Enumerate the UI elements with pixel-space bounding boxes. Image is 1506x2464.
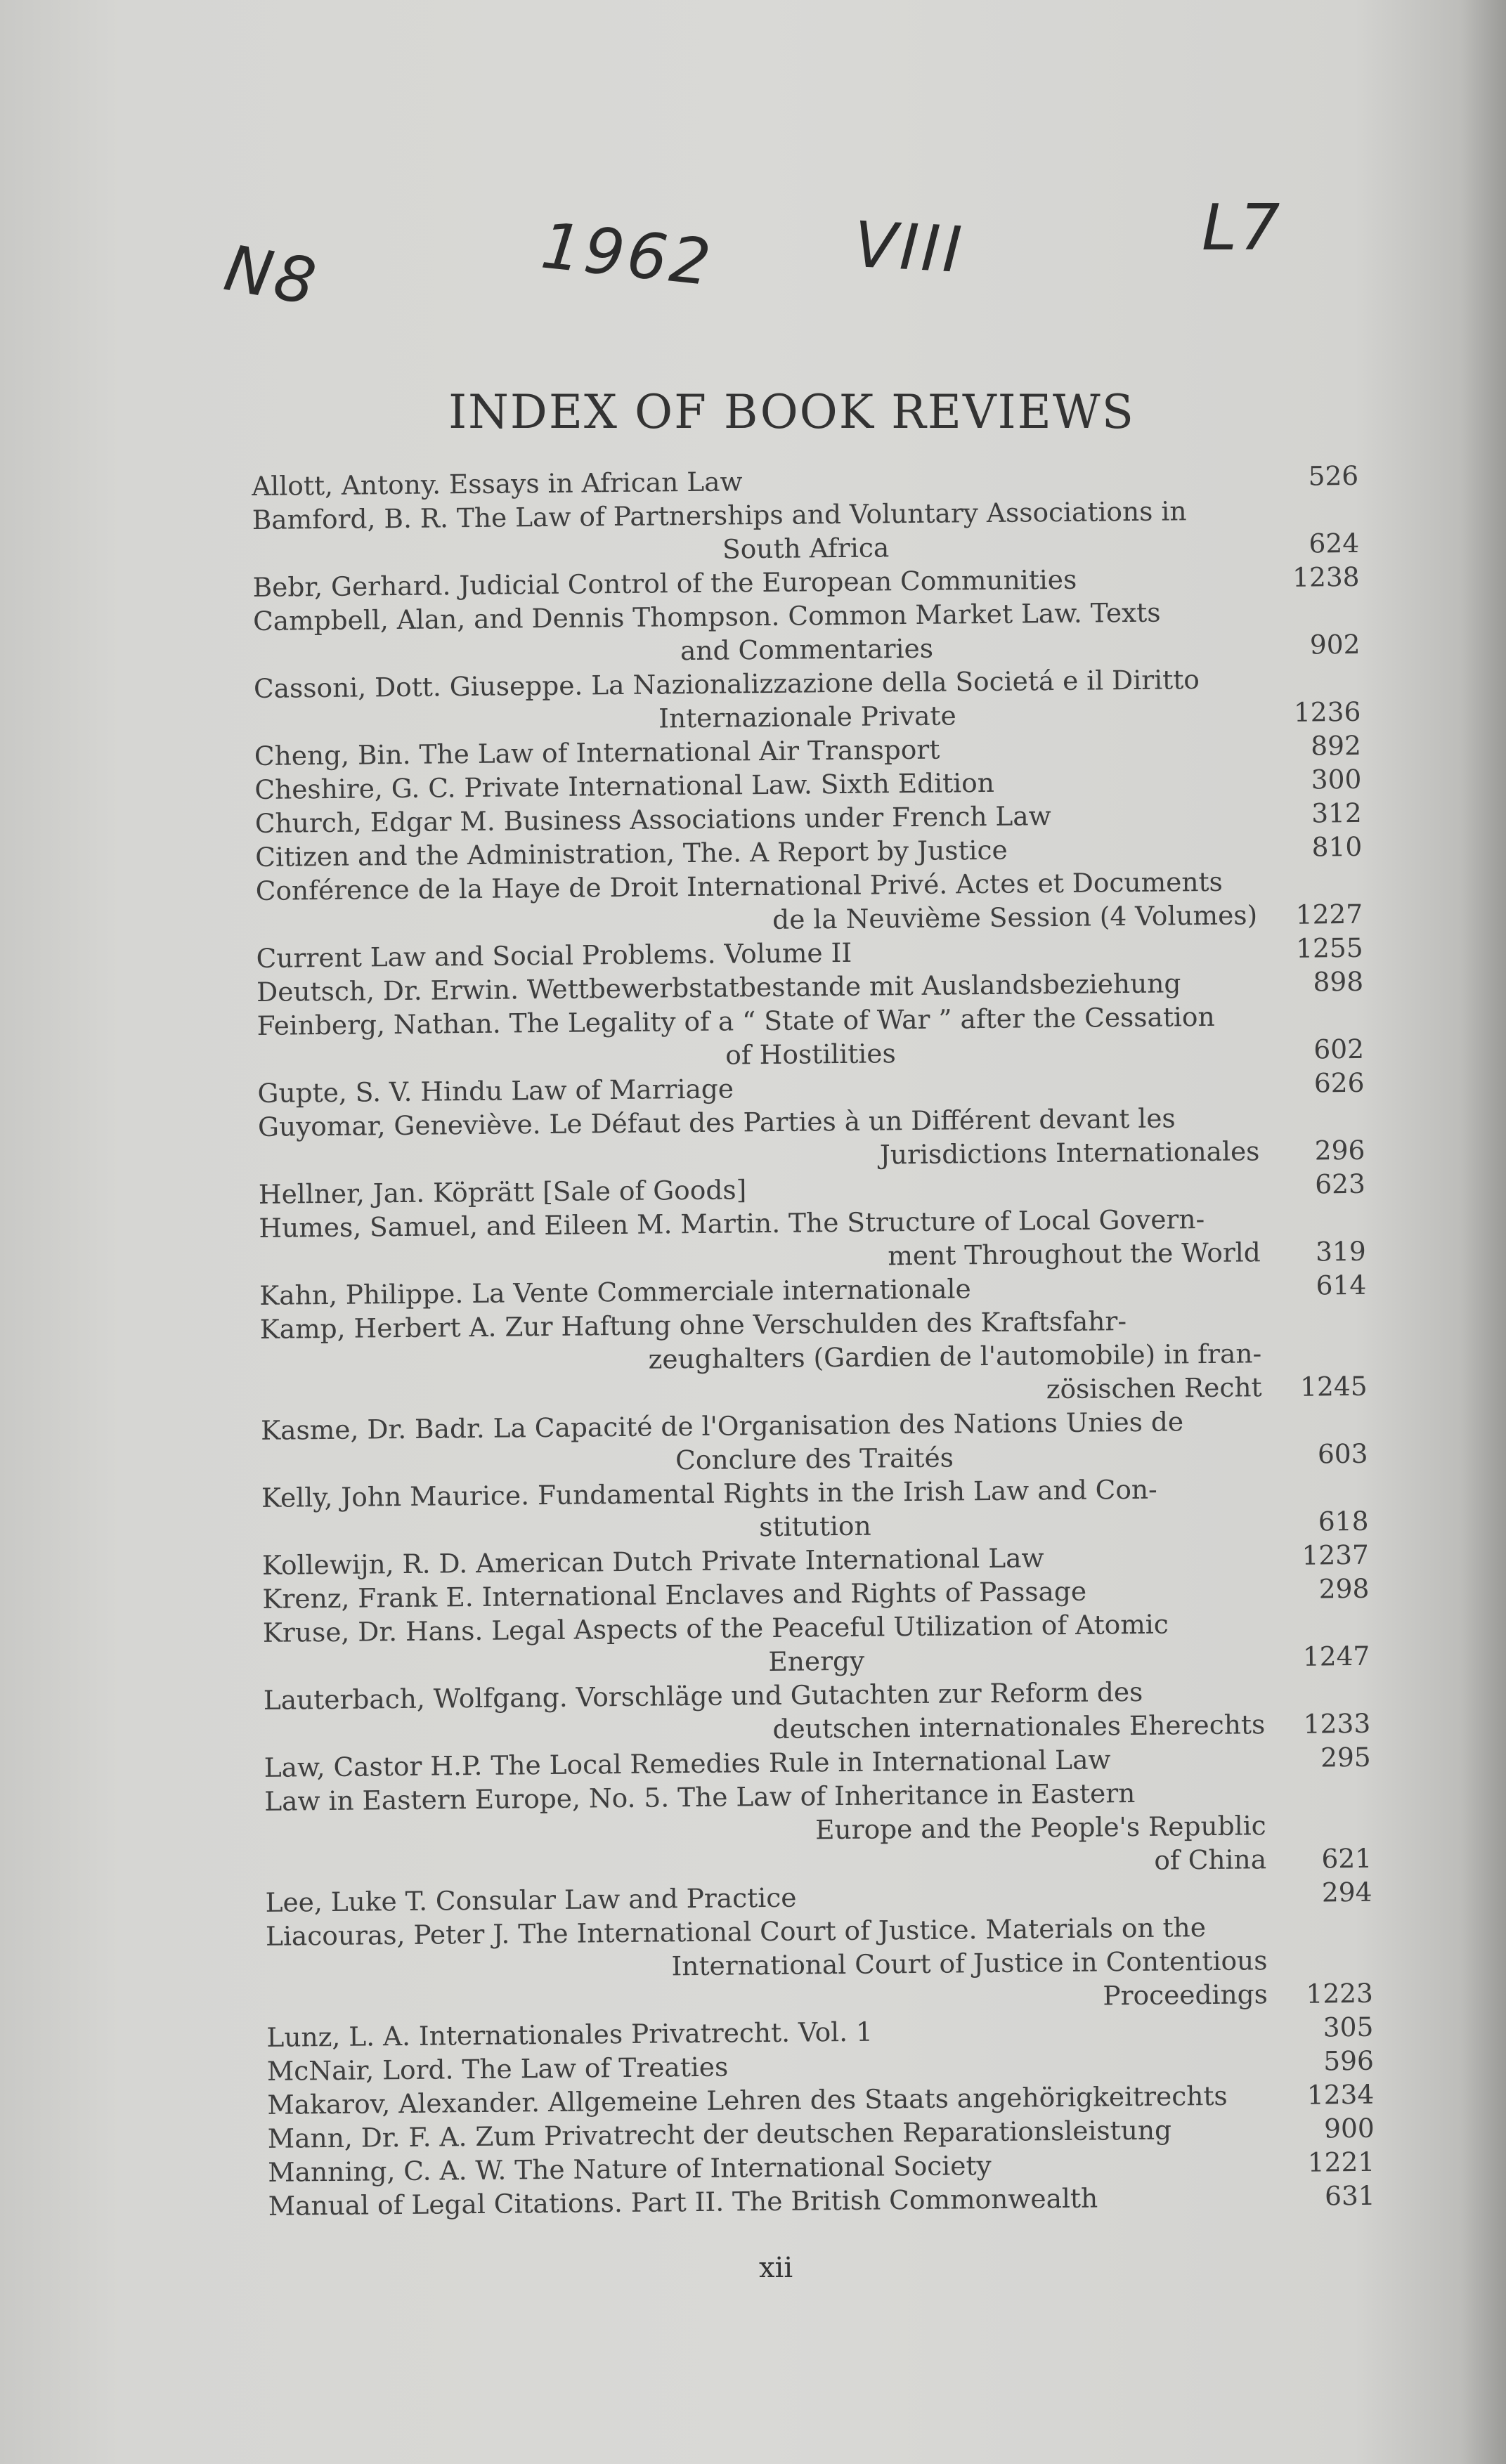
index-entry bbox=[264, 1774, 1372, 1886]
entry-page-number: 305 bbox=[1323, 2011, 1374, 2043]
entry-text-continued: Europe and the People's Republic bbox=[814, 1810, 1266, 1846]
page-number: xii bbox=[759, 2252, 793, 2284]
entry-text-continued: International Court of Justice in Contentious bbox=[671, 1945, 1268, 1982]
entry-text-continued: zösischen Recht bbox=[1046, 1371, 1262, 1405]
handwritten-year: 1962 bbox=[538, 209, 717, 301]
entry-text-continued: Proceedings bbox=[1103, 1979, 1268, 2012]
entry-text-continued: deutschen internationales Eherechts bbox=[772, 1709, 1266, 1745]
entry-text: Current Law and Social Problems. Volume II bbox=[256, 937, 852, 974]
entry-text: Kahn, Philippe. La Vente Commerciale internationale bbox=[259, 1273, 971, 1311]
entry-text: Bebr, Gerhard. Judicial Control of the European Communities bbox=[252, 563, 1077, 603]
entry-text: Humes, Samuel, and Eileen M. Martin. The Structure of Local Govern- bbox=[259, 1204, 1205, 1244]
entry-text: Citizen and the Administration, The. A Report by Justice bbox=[255, 834, 1008, 873]
entry-page-number: 626 bbox=[1313, 1067, 1365, 1099]
entry-text: Law, Castor H.P. The Local Remedies Rule in International Law bbox=[264, 1744, 1111, 1783]
index-entry bbox=[259, 1201, 1366, 1279]
entry-text: Lauterbach, Wolfgang. Vorschläge und Gutachten zur Reform des bbox=[263, 1676, 1143, 1716]
entry-text: Kasme, Dr. Badr. La Capacité de l'Organisation des Nations Unies de bbox=[260, 1406, 1184, 1446]
entry-text-continued: zeughalters (Gardien de l'automobile) in fran- bbox=[648, 1338, 1262, 1375]
entry-text: Church, Edgar M. Business Associations under French Law bbox=[254, 800, 1051, 839]
handwritten-note: N8 bbox=[219, 231, 324, 320]
entry-text: Kelly, John Maurice. Fundamental Rights in the Irish Law and Con- bbox=[261, 1473, 1157, 1513]
entry-page-number: 1237 bbox=[1301, 1539, 1370, 1571]
entry-page-number: 319 bbox=[1315, 1235, 1366, 1267]
index-entry bbox=[254, 661, 1361, 739]
entry-text: Kollewijn, R. D. American Dutch Private International Law bbox=[261, 1542, 1044, 1581]
entry-text: Manual of Legal Citations. Part II. The British Commonwealth bbox=[268, 2182, 1098, 2222]
entry-page-number: 1227 bbox=[1295, 898, 1363, 930]
entry-text-continued: Internazionale Private bbox=[658, 700, 956, 734]
index-entry bbox=[261, 1403, 1368, 1481]
entry-page-number: 603 bbox=[1317, 1438, 1368, 1470]
entry-page-number: 902 bbox=[1309, 628, 1361, 660]
entry-page-number: 810 bbox=[1311, 830, 1363, 863]
entry-text: Feinberg, Nathan. The Legality of a “ State of War ” after the Cessation bbox=[257, 1000, 1215, 1041]
handwritten-volume: VIII bbox=[852, 207, 966, 288]
entry-text: Hellner, Jan. Köprätt [Sale of Goods] bbox=[258, 1174, 747, 1210]
entry-page-number: 614 bbox=[1316, 1269, 1367, 1301]
entry-page-number: 621 bbox=[1321, 1842, 1372, 1875]
entry-page-number: 1234 bbox=[1306, 2078, 1375, 2111]
entry-page-number: 892 bbox=[1311, 729, 1362, 762]
entry-text: Cheng, Bin. The Law of International Air Transport bbox=[254, 734, 940, 771]
entry-page-number: 1255 bbox=[1295, 932, 1363, 964]
entry-page-number: 298 bbox=[1318, 1572, 1370, 1605]
entry-text: Law in Eastern Europe, No. 5. The Law of Inheritance in Eastern bbox=[264, 1778, 1136, 1817]
index-entry bbox=[256, 863, 1363, 941]
entry-page-number: 602 bbox=[1313, 1033, 1365, 1065]
entry-text: McNair, Lord. The Law of Treaties bbox=[266, 2051, 729, 2087]
entry-text-continued: of China bbox=[1154, 1844, 1267, 1876]
entry-page-number: 900 bbox=[1323, 2112, 1375, 2144]
index-entry bbox=[264, 1673, 1371, 1751]
entry-text-continued: Jurisdictions Internationales bbox=[879, 1135, 1260, 1171]
entry-page-number: 1223 bbox=[1306, 1977, 1374, 2009]
entry-page-number: 526 bbox=[1308, 459, 1359, 492]
entry-text-continued: Conclure des Traités bbox=[675, 1442, 954, 1476]
entry-text-continued: ment Throughout the World bbox=[888, 1237, 1261, 1272]
entry-text: Manning, C. A. W. The Nature of International Society bbox=[268, 2150, 992, 2188]
entry-page-number: 1233 bbox=[1303, 1707, 1371, 1740]
entry-page-number: 294 bbox=[1321, 1876, 1372, 1908]
entry-text: Cassoni, Dott. Giuseppe. La Nazionalizzazione della Societá e il Diritto bbox=[253, 664, 1200, 704]
entry-page-number: 596 bbox=[1323, 2045, 1375, 2077]
entry-page-number: 1221 bbox=[1307, 2146, 1375, 2178]
handwritten-shelfmark: L7 bbox=[1202, 191, 1283, 265]
entry-text: Lunz, L. A. Internationales Privatrecht. Vol. 1 bbox=[266, 2016, 874, 2053]
entry-page-number: 296 bbox=[1314, 1134, 1365, 1166]
entry-text: Liacouras, Peter J. The International Court of Justice. Materials on the bbox=[265, 1912, 1207, 1952]
entry-page-number: 898 bbox=[1313, 965, 1364, 998]
entry-page-number: 623 bbox=[1315, 1168, 1366, 1200]
entry-text: Makarov, Alexander. Allgemeine Lehren des Staats angehörigkeitrechts bbox=[267, 2080, 1228, 2120]
page-title: INDEX OF BOOK REVIEWS bbox=[448, 385, 1135, 439]
entry-page-number: 618 bbox=[1318, 1505, 1369, 1537]
index-entry bbox=[266, 1909, 1373, 2021]
index-entry bbox=[253, 594, 1361, 672]
entry-text-continued: and Commentaries bbox=[680, 632, 934, 667]
review-index-list bbox=[252, 459, 1375, 2223]
entry-text: Gupte, S. V. Hindu Law of Marriage bbox=[257, 1073, 734, 1109]
entry-page-number: 300 bbox=[1311, 763, 1362, 795]
entry-text: Krenz, Frank E. International Enclaves and Rights of Passage bbox=[262, 1575, 1087, 1615]
entry-page-number: 1236 bbox=[1293, 696, 1361, 728]
entry-text-continued: de la Neuvième Session (4 Volumes) bbox=[772, 899, 1258, 935]
index-entry bbox=[257, 998, 1364, 1076]
index-entry bbox=[260, 1302, 1368, 1414]
entry-text-continued: South Africa bbox=[722, 532, 890, 565]
entry-text: Campbell, Alan, and Dennis Thompson. Common Market Law. Texts bbox=[252, 597, 1161, 637]
index-entry bbox=[261, 1471, 1369, 1549]
entry-text: Deutsch, Dr. Erwin. Wettbewerbstatbestande mit Auslandsbeziehung bbox=[256, 967, 1181, 1008]
entry-text: Cheshire, G. C. Private International Law. Sixth Edition bbox=[254, 767, 995, 805]
entry-page-number: 1238 bbox=[1292, 561, 1360, 593]
entry-text-continued: Energy bbox=[768, 1645, 865, 1678]
entry-text: Allott, Antony. Essays in African Law bbox=[252, 466, 743, 502]
entry-page-number: 631 bbox=[1324, 2179, 1375, 2212]
entry-text: Bamford, B. R. The Law of Partnerships and Voluntary Associations in bbox=[252, 495, 1187, 535]
index-entry bbox=[252, 493, 1359, 571]
entry-text: Lee, Luke T. Consular Law and Practice bbox=[265, 1882, 797, 1918]
entry-text: Kamp, Herbert A. Zur Haftung ohne Verschulden des Kraftsfahr- bbox=[259, 1305, 1127, 1345]
index-entry bbox=[263, 1605, 1370, 1683]
entry-text: Mann, Dr. F. A. Zum Privatrecht der deutschen Reparationsleistung bbox=[267, 2114, 1172, 2154]
index-entry bbox=[258, 1100, 1365, 1178]
entry-page-number: 1247 bbox=[1302, 1640, 1370, 1672]
entry-text-continued: of Hostilities bbox=[725, 1038, 896, 1071]
entry-page-number: 624 bbox=[1309, 527, 1360, 559]
entry-text: Conférence de la Haye de Droit International Privé. Actes et Documents bbox=[255, 866, 1223, 906]
entry-page-number: 1245 bbox=[1299, 1370, 1368, 1402]
entry-page-number: 312 bbox=[1311, 797, 1362, 829]
entry-text-continued: stitution bbox=[759, 1510, 871, 1543]
entry-text: Guyomar, Geneviève. Le Défaut des Parties à un Différent devant les bbox=[257, 1102, 1176, 1142]
entry-text: Kruse, Dr. Hans. Legal Aspects of the Peaceful Utilization of Atomic bbox=[262, 1608, 1169, 1648]
entry-page-number: 295 bbox=[1320, 1741, 1371, 1773]
